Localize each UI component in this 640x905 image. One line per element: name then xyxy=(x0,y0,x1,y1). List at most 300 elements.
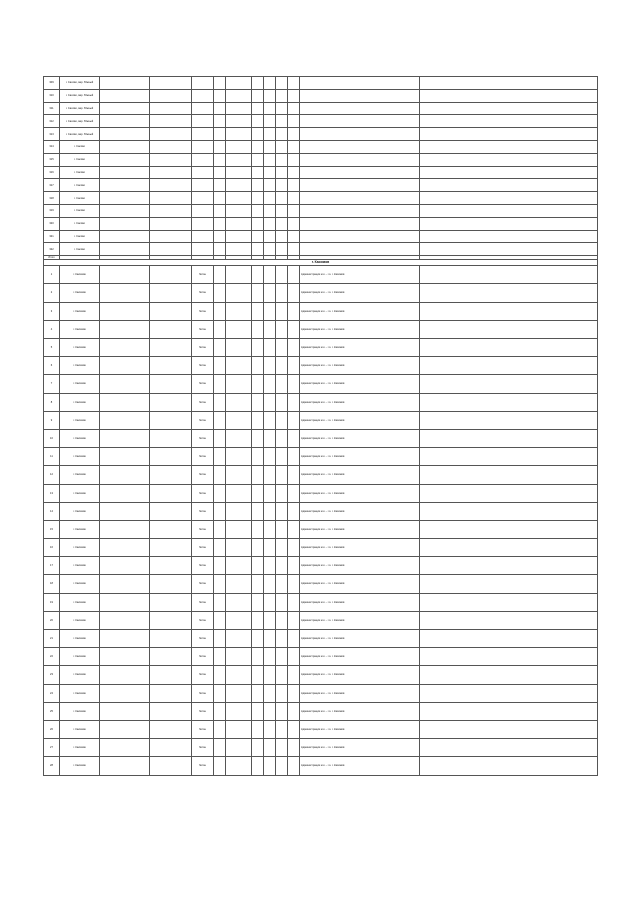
cell-cap xyxy=(276,611,288,629)
table-row xyxy=(44,128,598,141)
cell-coords xyxy=(150,739,192,757)
cell-vol xyxy=(288,357,300,375)
cell-coords xyxy=(150,630,192,648)
cell-cover xyxy=(226,429,252,447)
cell-num: 320 xyxy=(44,217,60,230)
cell-cover xyxy=(226,179,252,192)
cell-place: г. Касимов xyxy=(60,648,100,666)
cell-sources xyxy=(420,153,598,166)
cell-num: 5 xyxy=(44,339,60,357)
cell-cap xyxy=(276,557,288,575)
cell-kind xyxy=(252,357,264,375)
cell-cover xyxy=(226,192,252,205)
cell-vol xyxy=(288,217,300,230)
cell-street xyxy=(100,557,150,575)
cell-cover xyxy=(226,757,252,775)
cell-surface xyxy=(192,217,214,230)
cell-kind xyxy=(252,153,264,166)
cell-place: г. Касимов xyxy=(60,666,100,684)
cell-sources xyxy=(420,266,598,284)
cell-cap xyxy=(276,140,288,153)
cell-cap xyxy=(276,466,288,484)
table-row xyxy=(44,153,598,166)
cell-vol xyxy=(288,284,300,302)
table-row xyxy=(44,266,598,284)
table-row xyxy=(44,115,598,128)
cell-vol xyxy=(288,557,300,575)
cell-owner: Администрация м.о. - г.о. г. Касимов xyxy=(300,720,420,738)
cell-surface: бетон xyxy=(192,575,214,593)
cell-owner: Администрация м.о. - г.о. г. Касимов xyxy=(300,339,420,357)
cell-area xyxy=(214,702,226,720)
table-row xyxy=(44,757,598,775)
cell-vol xyxy=(288,192,300,205)
cell-kind xyxy=(252,217,264,230)
cell-sources xyxy=(420,102,598,115)
cell-street xyxy=(100,102,150,115)
cell-count xyxy=(264,520,276,538)
cell-cap xyxy=(276,757,288,775)
cell-owner: Администрация м.о. - г.о. г. Касимов xyxy=(300,666,420,684)
cell-vol xyxy=(288,666,300,684)
cell-cover xyxy=(226,102,252,115)
cell-cover xyxy=(226,520,252,538)
cell-street xyxy=(100,429,150,447)
cell-count xyxy=(264,179,276,192)
cell-place: г. Сасово xyxy=(60,204,100,217)
cell-place: г. Касимов xyxy=(60,520,100,538)
cell-coords xyxy=(150,466,192,484)
cell-street xyxy=(100,484,150,502)
cell-coords xyxy=(150,115,192,128)
cell-place: г. Касимов xyxy=(60,357,100,375)
cell-kind xyxy=(252,466,264,484)
cell-coords xyxy=(150,611,192,629)
table-row xyxy=(44,140,598,153)
cell-count xyxy=(264,666,276,684)
cell-cap xyxy=(276,666,288,684)
cell-place: г. Касимов xyxy=(60,448,100,466)
cell-owner: Администрация м.о. - г.о. г. Касимов xyxy=(300,593,420,611)
cell-coords xyxy=(150,448,192,466)
cell-cap xyxy=(276,153,288,166)
cell-count xyxy=(264,217,276,230)
cell-surface: бетон xyxy=(192,539,214,557)
cell-vol xyxy=(288,520,300,538)
cell-owner: Администрация м.о. - г.о. г. Касимов xyxy=(300,411,420,429)
cell-place: г. Касимов xyxy=(60,284,100,302)
cell-surface: бетон xyxy=(192,393,214,411)
cell-num: 313 xyxy=(44,128,60,141)
cell-cap xyxy=(276,128,288,141)
cell-owner: Администрация м.о. - г.о. г. Касимов xyxy=(300,302,420,320)
cell-area xyxy=(214,89,226,102)
cell-surface: бетон xyxy=(192,429,214,447)
cell-cover xyxy=(226,375,252,393)
cell-area xyxy=(214,339,226,357)
cell-sources xyxy=(420,166,598,179)
cell-area xyxy=(214,720,226,738)
cell-place: г. Касимов xyxy=(60,375,100,393)
cell-count xyxy=(264,684,276,702)
cell-surface xyxy=(192,166,214,179)
cell-kind xyxy=(252,411,264,429)
cell-cover xyxy=(226,89,252,102)
table-row xyxy=(44,320,598,338)
cell-cap xyxy=(276,739,288,757)
cell-coords xyxy=(150,375,192,393)
cell-street xyxy=(100,684,150,702)
cell-owner: Администрация м.о. - г.о. г. Касимов xyxy=(300,284,420,302)
cell-vol xyxy=(288,115,300,128)
cell-cover xyxy=(226,611,252,629)
cell-cap xyxy=(276,115,288,128)
cell-num: 4 xyxy=(44,320,60,338)
cell-cap xyxy=(276,102,288,115)
cell-surface xyxy=(192,77,214,90)
cell-surface: бетон xyxy=(192,339,214,357)
cell-surface: бетон xyxy=(192,484,214,502)
cell-count xyxy=(264,166,276,179)
cell-coords xyxy=(150,192,192,205)
cell-owner xyxy=(300,179,420,192)
cell-cap xyxy=(276,284,288,302)
cell-area xyxy=(214,739,226,757)
cell-place: г. Касимов xyxy=(60,702,100,720)
cell-count xyxy=(264,739,276,757)
cell-coords xyxy=(150,89,192,102)
cell-cover xyxy=(226,539,252,557)
cell-kind xyxy=(252,429,264,447)
cell-vol xyxy=(288,204,300,217)
cell-vol xyxy=(288,140,300,153)
cell-surface xyxy=(192,89,214,102)
table-row xyxy=(44,484,598,502)
cell-area xyxy=(214,302,226,320)
cell-num: 8 xyxy=(44,393,60,411)
cell-kind xyxy=(252,502,264,520)
cell-surface xyxy=(192,128,214,141)
cell-kind xyxy=(252,166,264,179)
table-row xyxy=(44,375,598,393)
cell-sources xyxy=(420,192,598,205)
cell-place: г. Касимов xyxy=(60,411,100,429)
cell-coords xyxy=(150,666,192,684)
cell-owner xyxy=(300,89,420,102)
cell-coords xyxy=(150,266,192,284)
cell-cap xyxy=(276,339,288,357)
table-row xyxy=(44,539,598,557)
cell-owner xyxy=(300,243,420,256)
cell-street xyxy=(100,302,150,320)
cell-sources xyxy=(420,466,598,484)
cell-sources xyxy=(420,666,598,684)
cell-sources xyxy=(420,204,598,217)
cell-surface xyxy=(192,140,214,153)
cell-area xyxy=(214,393,226,411)
table-row xyxy=(44,739,598,757)
cell-area xyxy=(214,217,226,230)
cell-street xyxy=(100,411,150,429)
cell-cover xyxy=(226,230,252,243)
cell-vol xyxy=(288,611,300,629)
cell-owner: Администрация м.о. - г.о. г. Касимов xyxy=(300,320,420,338)
cell-area xyxy=(214,429,226,447)
cell-owner: Администрация м.о. - г.о. г. Касимов xyxy=(300,375,420,393)
cell-surface: бетон xyxy=(192,593,214,611)
cell-area xyxy=(214,557,226,575)
cell-surface: бетон xyxy=(192,611,214,629)
cell-owner: Администрация м.о. - г.о. г. Касимов xyxy=(300,539,420,557)
cell-sources xyxy=(420,179,598,192)
cell-sources xyxy=(420,140,598,153)
cell-sources xyxy=(420,89,598,102)
cell-owner: Администрация м.о. - г.о. г. Касимов xyxy=(300,684,420,702)
cell-cover xyxy=(226,393,252,411)
cell-coords xyxy=(150,757,192,775)
cell-num: 26 xyxy=(44,720,60,738)
cell-kind xyxy=(252,77,264,90)
cell-surface: бетон xyxy=(192,702,214,720)
cell-count xyxy=(264,153,276,166)
table-row xyxy=(44,357,598,375)
cell-cap xyxy=(276,429,288,447)
cell-cap xyxy=(276,179,288,192)
cell-num: 314 xyxy=(44,140,60,153)
cell-count xyxy=(264,630,276,648)
cell-count xyxy=(264,429,276,447)
cell-place: г. Сасово xyxy=(60,230,100,243)
cell-count xyxy=(264,192,276,205)
cell-owner xyxy=(300,140,420,153)
cell-surface: бетон xyxy=(192,757,214,775)
cell-surface: бетон xyxy=(192,630,214,648)
cell-owner: Администрация м.о. - г.о. г. Касимов xyxy=(300,484,420,502)
cell-num: 27 xyxy=(44,739,60,757)
cell-sources xyxy=(420,217,598,230)
cell-cap xyxy=(276,230,288,243)
cell-coords xyxy=(150,320,192,338)
cell-vol xyxy=(288,630,300,648)
cell-cap xyxy=(276,166,288,179)
cell-street xyxy=(100,593,150,611)
cell-kind xyxy=(252,204,264,217)
cell-count xyxy=(264,611,276,629)
cell-surface xyxy=(192,179,214,192)
cell-cover xyxy=(226,302,252,320)
cell-street xyxy=(100,757,150,775)
cell-num: 19 xyxy=(44,593,60,611)
cell-kind xyxy=(252,557,264,575)
cell-num: 13 xyxy=(44,484,60,502)
cell-vol xyxy=(288,320,300,338)
cell-count xyxy=(264,89,276,102)
cell-num: 6 xyxy=(44,357,60,375)
cell-area xyxy=(214,593,226,611)
cell-count xyxy=(264,448,276,466)
cell-sources xyxy=(420,539,598,557)
register-sheet xyxy=(43,76,597,776)
cell-vol xyxy=(288,166,300,179)
cell-area xyxy=(214,179,226,192)
cell-coords xyxy=(150,102,192,115)
cell-kind xyxy=(252,266,264,284)
table-row xyxy=(44,593,598,611)
cell-count xyxy=(264,339,276,357)
cell-sources xyxy=(420,484,598,502)
table-row xyxy=(44,217,598,230)
cell-place: г. Касимов xyxy=(60,720,100,738)
cell-sources xyxy=(420,502,598,520)
cell-cover xyxy=(226,484,252,502)
cell-area xyxy=(214,502,226,520)
cell-num: 318 xyxy=(44,192,60,205)
cell-place: г. Сасово, мкр. Южный xyxy=(60,102,100,115)
cell-owner xyxy=(300,77,420,90)
cell-area xyxy=(214,411,226,429)
cell-kind xyxy=(252,539,264,557)
cell-count xyxy=(264,720,276,738)
cell-sources xyxy=(420,375,598,393)
cell-place: г. Сасово xyxy=(60,192,100,205)
cell-area xyxy=(214,611,226,629)
cell-street xyxy=(100,153,150,166)
cell-cover xyxy=(226,684,252,702)
cell-kind xyxy=(252,611,264,629)
cell-area xyxy=(214,243,226,256)
cell-count xyxy=(264,466,276,484)
cell-count xyxy=(264,648,276,666)
cell-cap xyxy=(276,575,288,593)
table-row xyxy=(44,429,598,447)
cell-num: 11 xyxy=(44,448,60,466)
sum-section xyxy=(44,256,598,266)
cell-cover xyxy=(226,217,252,230)
cell-kind xyxy=(252,128,264,141)
cell-street xyxy=(100,217,150,230)
cell-cover xyxy=(226,702,252,720)
cell-owner xyxy=(300,128,420,141)
cell-coords xyxy=(150,502,192,520)
cell-count xyxy=(264,115,276,128)
cell-kind xyxy=(252,702,264,720)
cell-surface xyxy=(192,192,214,205)
table-row xyxy=(44,284,598,302)
cell-cover xyxy=(226,153,252,166)
cell-vol xyxy=(288,339,300,357)
cell-cap xyxy=(276,702,288,720)
cell-coords xyxy=(150,720,192,738)
cell-num: 309 xyxy=(44,77,60,90)
cell-area xyxy=(214,77,226,90)
cell-sources xyxy=(420,357,598,375)
cell-cover xyxy=(226,166,252,179)
cell-street xyxy=(100,320,150,338)
cell-sources xyxy=(420,557,598,575)
cell-sources xyxy=(420,702,598,720)
cell-cap xyxy=(276,520,288,538)
cell-count xyxy=(264,375,276,393)
cell-count xyxy=(264,128,276,141)
cell-area xyxy=(214,284,226,302)
cell-num: 2 xyxy=(44,284,60,302)
cell-kind xyxy=(252,448,264,466)
cell-vol xyxy=(288,128,300,141)
cell-vol xyxy=(288,702,300,720)
cell-count xyxy=(264,320,276,338)
cell-num: 9 xyxy=(44,411,60,429)
table-row xyxy=(44,702,598,720)
cell-cover xyxy=(226,115,252,128)
cell-num: 7 xyxy=(44,375,60,393)
cell-street xyxy=(100,115,150,128)
cell-cover xyxy=(226,666,252,684)
cell-surface: бетон xyxy=(192,320,214,338)
cell-cover xyxy=(226,320,252,338)
cell-place: г. Касимов xyxy=(60,339,100,357)
cell-count xyxy=(264,102,276,115)
cell-place: г. Касимов xyxy=(60,484,100,502)
cell-vol xyxy=(288,153,300,166)
cell-surface: бетон xyxy=(192,739,214,757)
cell-surface: бетон xyxy=(192,502,214,520)
cell-street xyxy=(100,179,150,192)
cell-coords xyxy=(150,230,192,243)
table-row xyxy=(44,684,598,702)
cell-num: 312 xyxy=(44,115,60,128)
cell-surface: бетон xyxy=(192,411,214,429)
cell-owner: Администрация м.о. - г.о. г. Касимов xyxy=(300,393,420,411)
cell-street xyxy=(100,448,150,466)
cell-street xyxy=(100,393,150,411)
cell-sources xyxy=(420,684,598,702)
cell-place: г. Касимов xyxy=(60,266,100,284)
cell-area xyxy=(214,484,226,502)
cell-area xyxy=(214,448,226,466)
cell-kind xyxy=(252,375,264,393)
cell-street xyxy=(100,339,150,357)
cell-kind xyxy=(252,684,264,702)
table-row xyxy=(44,520,598,538)
cell-place: г. Касимов xyxy=(60,502,100,520)
cell-sources xyxy=(420,411,598,429)
table-row xyxy=(44,89,598,102)
cell-coords xyxy=(150,393,192,411)
cell-street xyxy=(100,739,150,757)
cell-coords xyxy=(150,339,192,357)
cell-owner xyxy=(300,166,420,179)
cell-vol xyxy=(288,89,300,102)
cell-num: 1 xyxy=(44,266,60,284)
cell-surface: бетон xyxy=(192,375,214,393)
cell-coords xyxy=(150,179,192,192)
cell-area xyxy=(214,630,226,648)
cell-owner: Администрация м.о. - г.о. г. Касимов xyxy=(300,630,420,648)
cell-place: г. Касимов xyxy=(60,630,100,648)
cell-num: 16 xyxy=(44,539,60,557)
cell-sources xyxy=(420,739,598,757)
cell-owner: Администрация м.о. - г.о. г. Касимов xyxy=(300,429,420,447)
cell-count xyxy=(264,411,276,429)
section-title: г. Касимов xyxy=(44,260,598,266)
cell-count xyxy=(264,484,276,502)
cell-coords xyxy=(150,217,192,230)
cell-cover xyxy=(226,630,252,648)
cell-count xyxy=(264,284,276,302)
cell-street xyxy=(100,204,150,217)
cell-cap xyxy=(276,720,288,738)
cell-cap xyxy=(276,302,288,320)
